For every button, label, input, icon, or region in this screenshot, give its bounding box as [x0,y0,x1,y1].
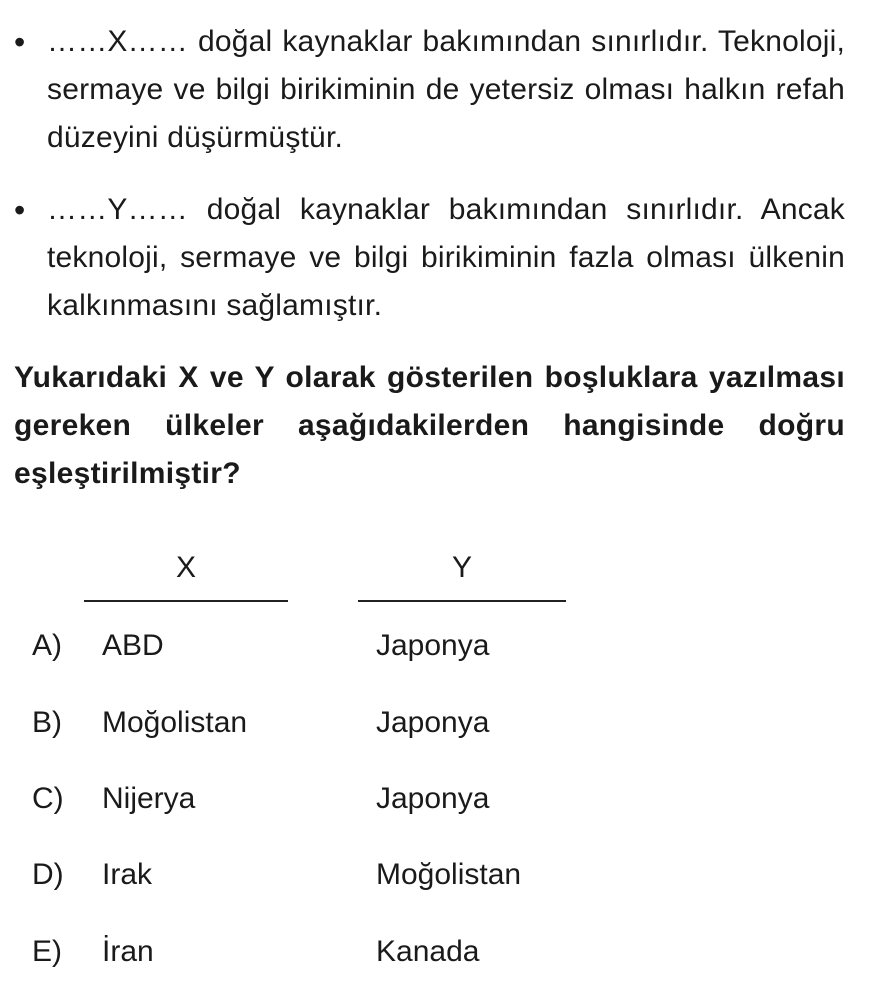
bullet-text: ……Y…… doğal kaynaklar bakımından sınırlıdır. Ancak teknoloji, sermaye ve bilgi birikiminin fazla olması ülkenin kalkınmasını sağlamıştır. [47,193,845,322]
column-divider-x [84,600,288,602]
option-x-value: Nijerya [102,782,196,815]
column-header-y: Y [451,551,472,584]
column-divider-y [358,600,566,602]
option-x-value: ABD [102,629,164,662]
option-y-value: Moğolistan [376,858,522,891]
bullet-dot-icon: • [14,192,26,228]
question-stem: Yukarıdaki X ve Y olarak gösterilen boşluklara yazılması gereken ülkeler aşağıdakilerden hangisinde doğru eşleştirilmiştir? [14,361,845,490]
answer-option-c[interactable] [0,775,881,823]
option-x-value: Irak [102,858,153,891]
option-letter: D) [32,858,64,891]
bullet-text: ……X…… doğal kaynaklar bakımından sınırlıdır. Teknoloji, sermaye ve bilgi birikiminin de yetersiz olması halkın refah düzeyini düşürmüştür. [47,25,845,154]
option-y-value: Japonya [376,782,490,815]
bullet-dot-icon: • [14,24,26,60]
column-header-x: X [175,551,196,584]
option-letter: C) [32,782,64,815]
option-letter: A) [32,629,62,662]
option-x-value: İran [102,935,154,968]
option-y-value: Japonya [376,629,490,662]
answer-option-e[interactable] [0,928,881,976]
option-y-value: Japonya [376,706,490,739]
option-letter: B) [32,706,62,739]
option-x-value: Moğolistan [102,706,248,739]
answer-option-a[interactable] [0,622,881,670]
option-y-value: Kanada [376,935,480,968]
answer-option-d[interactable] [0,851,881,899]
answer-option-b[interactable] [0,699,881,747]
option-letter: E) [32,935,62,968]
